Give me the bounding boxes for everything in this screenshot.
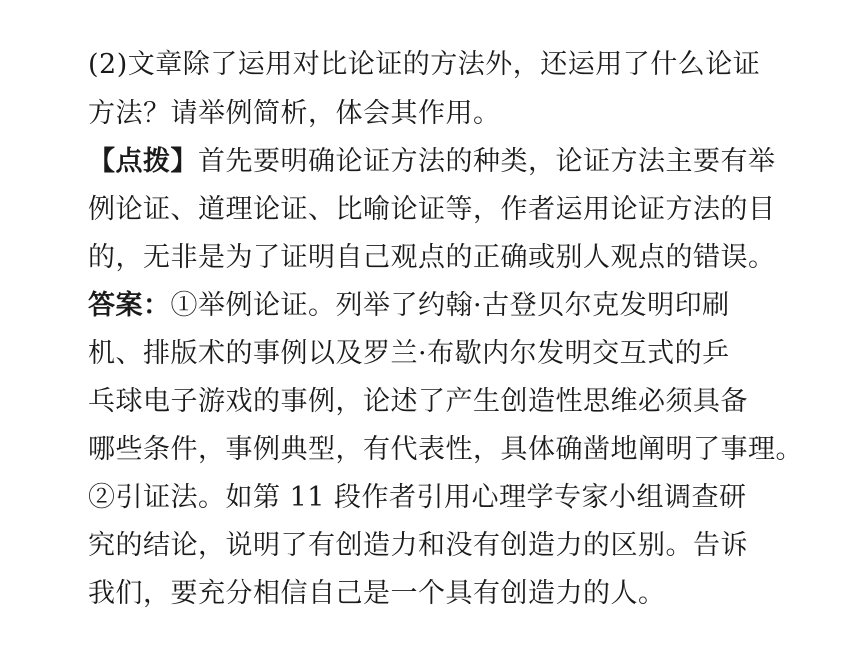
answer-line-6: 究的结论，说明了有创造力和没有创造力的区别。告诉: [88, 530, 748, 561]
answer-text-1: ①举例论证。列举了约翰·古登贝尔克发明印刷: [170, 290, 730, 321]
answer-line-3: 乓球电子游戏的事例，论述了产生创造性思维必须具备: [88, 386, 748, 417]
answer-line-2: 机、排版术的事例以及罗兰·布歇内尔发明交互式的乒: [88, 338, 730, 369]
question-line-1: (2)文章除了运用对比论证的方法外，还运用了什么论证: [88, 49, 761, 80]
answer-line-4: 哪些条件，事例典型，有代表性，具体确凿地阐明了事理。: [88, 434, 803, 465]
answer-line-5: ②引证法。如第 11 段作者引用心理学专家小组调查研: [88, 482, 747, 513]
answer-label: 答案：: [88, 290, 171, 321]
answer-line-7: 我们，要充分相信自己是一个具有创造力的人。: [88, 578, 666, 609]
answer-line-1: [88, 289, 730, 323]
hint-line-2: 例论证、道理论证、比喻论证等，作者运用论证方法的目: [88, 194, 776, 225]
hint-label: 【点拨】: [88, 146, 198, 177]
hint-text-1: 首先要明确论证方法的种类，论证方法主要有举: [198, 146, 776, 177]
hint-line-3: 的，无非是为了证明自己观点的正确或别人观点的错误。: [88, 242, 776, 273]
question-line-2: 方法？请举例简析，体会其作用。: [88, 98, 501, 129]
hint-line-1: [88, 145, 776, 179]
